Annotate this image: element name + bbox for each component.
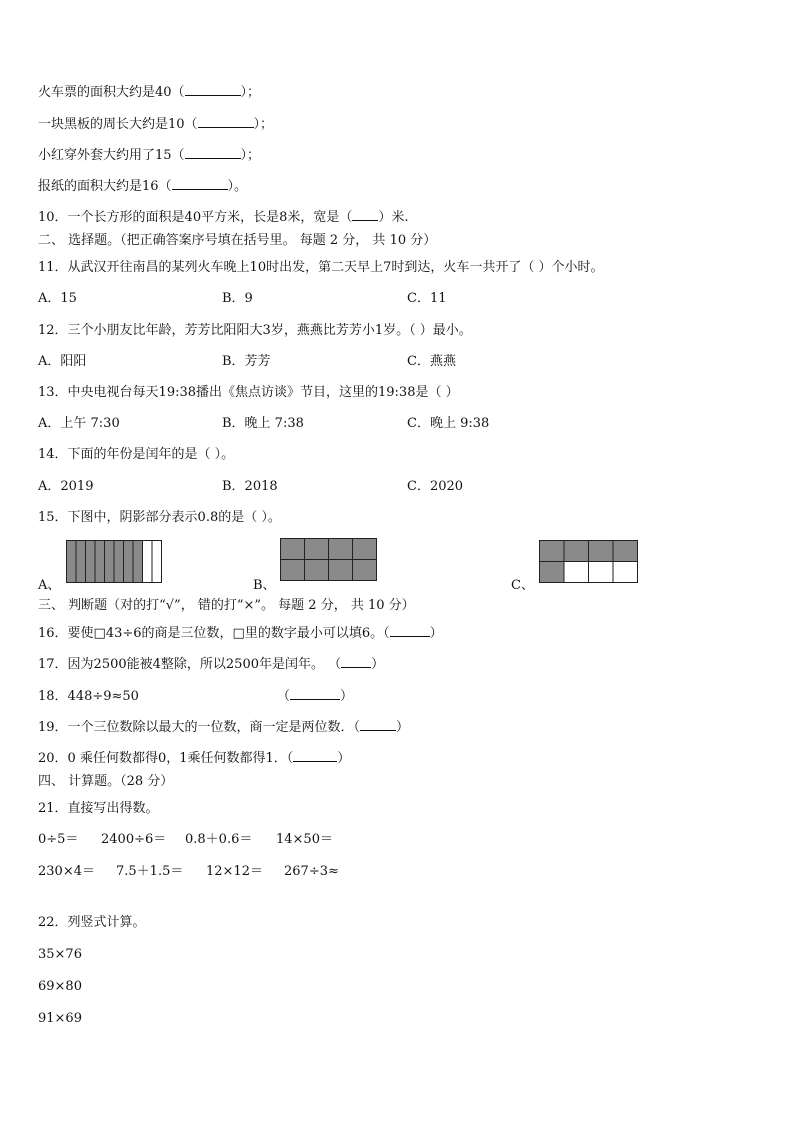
question-text: ） bbox=[339, 689, 353, 704]
calc-item: 14×50＝ bbox=[276, 832, 333, 847]
calc-item: 0.8＋0.6＝ bbox=[185, 832, 253, 847]
question-text: ） bbox=[429, 626, 443, 641]
shaded-cell bbox=[589, 541, 614, 562]
question-10 bbox=[38, 207, 409, 227]
section-heading-choice: 二、 选择题。（把正确答案序号填在括号里。 每题 2 分， 共 10 分） bbox=[38, 233, 437, 248]
calc-item: 267÷3≈ bbox=[284, 864, 339, 879]
fill-item-text: ）； bbox=[240, 85, 261, 100]
shaded-cell bbox=[540, 541, 565, 562]
section-heading-judge: 三、 判断题（对的打“√”， 错的打“×”。 每题 2 分， 共 10 分） bbox=[38, 598, 415, 613]
option-c[interactable]: C、 bbox=[511, 578, 534, 593]
question-11-stem: 11．从武汉开往南昌的某列火车晚上10时出发，第二天早上7时到达，火车一共开了（ ）个小时。 bbox=[38, 260, 604, 275]
option-b[interactable]: B．晚上 7:38 bbox=[222, 416, 304, 431]
shaded-cell bbox=[281, 539, 305, 560]
empty-cell bbox=[152, 541, 162, 583]
question-text: 20．0 乘任何数都得0，1乘任何数都得1．（ bbox=[38, 751, 294, 766]
empty-cell bbox=[564, 562, 589, 583]
shaded-cell bbox=[353, 560, 377, 581]
section-heading-calc: 四、 计算题。（28 分） bbox=[38, 774, 174, 789]
question-text: 16．要使□43÷6的商是三位数，□里的数字最小可以填6。（ bbox=[38, 626, 390, 641]
option-a[interactable]: A．上午 7:30 bbox=[38, 416, 120, 431]
fill-item-text: 小红穿外套大约用了15（ bbox=[38, 148, 185, 163]
question-16 bbox=[38, 623, 443, 643]
answer-blank[interactable] bbox=[198, 114, 254, 128]
question-text: 10．一个长方形的面积是40平方米，长是8米，宽是（ bbox=[38, 210, 353, 225]
answer-blank[interactable] bbox=[185, 82, 241, 96]
fill-item-text: 火车票的面积大约是40（ bbox=[38, 85, 185, 100]
answer-blank[interactable] bbox=[293, 748, 337, 762]
question-13-stem: 13．中央电视台每天19:38播出《焦点访谈》节目，这里的19:38是（ ） bbox=[38, 385, 459, 400]
question-22-title: 22．列竖式计算。 bbox=[38, 915, 146, 930]
option-c[interactable]: C．晚上 9:38 bbox=[407, 416, 490, 431]
shaded-cell bbox=[281, 560, 305, 581]
fill-item-text: ）； bbox=[253, 117, 274, 132]
shaded-cell bbox=[329, 560, 353, 581]
question-text: ） bbox=[371, 657, 385, 672]
option-a[interactable]: A．15 bbox=[38, 291, 77, 306]
fill-item bbox=[38, 176, 247, 196]
shaded-cell bbox=[95, 541, 105, 583]
option-b[interactable]: B．9 bbox=[222, 291, 253, 306]
shaded-cell bbox=[76, 541, 86, 583]
question-text: ） bbox=[396, 720, 410, 735]
question-19 bbox=[38, 717, 409, 737]
fill-item bbox=[38, 145, 260, 165]
empty-cell bbox=[589, 562, 614, 583]
shaded-cell bbox=[86, 541, 96, 583]
question-17 bbox=[38, 654, 384, 674]
answer-blank[interactable] bbox=[290, 686, 340, 700]
fill-item-text: 报纸的面积大约是16（ bbox=[38, 179, 172, 194]
option-c[interactable]: C．2020 bbox=[407, 479, 464, 494]
shaded-cell bbox=[540, 562, 565, 583]
fill-item-text: 一块黑板的周长大约是10（ bbox=[38, 117, 198, 132]
option-c[interactable]: C．11 bbox=[407, 291, 447, 306]
calc-item: 0÷5＝ bbox=[38, 832, 79, 847]
option-a[interactable]: A．2019 bbox=[38, 479, 94, 494]
calc-item: 230×4＝ bbox=[38, 864, 95, 879]
empty-cell bbox=[143, 541, 153, 583]
figure-b-grid bbox=[280, 538, 378, 582]
answer-blank[interactable] bbox=[185, 145, 241, 159]
question-text: 19．一个三位数除以最大的一位数，商一定是两位数．（ bbox=[38, 720, 361, 735]
shaded-cell bbox=[305, 560, 329, 581]
shaded-cell bbox=[67, 541, 77, 583]
option-a[interactable]: A．阳阳 bbox=[38, 354, 87, 369]
figure-c-grid bbox=[539, 540, 639, 584]
shaded-cell bbox=[133, 541, 143, 583]
shaded-cell bbox=[305, 539, 329, 560]
vertical-calc-item: 91×69 bbox=[38, 1011, 82, 1026]
question-14-stem: 14．下面的年份是闰年的是（ ）。 bbox=[38, 447, 235, 462]
answer-blank[interactable] bbox=[360, 717, 396, 731]
option-b[interactable]: B、 bbox=[253, 578, 276, 593]
fill-item bbox=[38, 114, 273, 134]
question-12-stem: 12．三个小朋友比年龄，芳芳比阳阳大3岁，燕燕比芳芳小1岁。（ ）最小。 bbox=[38, 323, 472, 338]
shaded-cell bbox=[564, 541, 589, 562]
vertical-calc-item: 35×76 bbox=[38, 947, 82, 962]
calc-item: 7.5＋1.5＝ bbox=[116, 864, 184, 879]
question-text: ） bbox=[337, 751, 351, 766]
figure-a-strip bbox=[66, 540, 164, 584]
shaded-cell bbox=[124, 541, 134, 583]
fill-item bbox=[38, 82, 260, 102]
question-20 bbox=[38, 748, 350, 768]
fill-item-text: ）。 bbox=[227, 179, 248, 194]
calc-item: 12×12＝ bbox=[206, 864, 263, 879]
option-a[interactable]: A、 bbox=[38, 578, 61, 593]
shaded-cell bbox=[105, 541, 115, 583]
answer-blank[interactable] bbox=[390, 623, 430, 637]
vertical-calc-item: 69×80 bbox=[38, 979, 82, 994]
question-21-title: 21．直接写出得数。 bbox=[38, 801, 159, 816]
question-18: 18．448÷9≈50 （ ） bbox=[38, 686, 353, 706]
question-text: 17．因为2500能被4整除，所以2500年是闰年。 （ bbox=[38, 657, 342, 672]
answer-blank[interactable] bbox=[341, 654, 371, 668]
empty-cell bbox=[613, 562, 638, 583]
fill-item-text: ）； bbox=[240, 148, 261, 163]
question-text: 18．448÷9≈50 bbox=[38, 689, 139, 704]
answer-blank[interactable] bbox=[172, 176, 228, 190]
option-b[interactable]: B．2018 bbox=[222, 479, 278, 494]
question-text: ）米. bbox=[378, 210, 409, 225]
option-b[interactable]: B．芳芳 bbox=[222, 354, 271, 369]
calc-item: 2400÷6＝ bbox=[101, 832, 167, 847]
question-15-stem: 15．下图中，阴影部分表示0.8的是（ ）。 bbox=[38, 510, 281, 525]
answer-blank[interactable] bbox=[352, 207, 378, 221]
shaded-cell bbox=[613, 541, 638, 562]
shaded-cell bbox=[114, 541, 124, 583]
shaded-cell bbox=[329, 539, 353, 560]
shaded-cell bbox=[353, 539, 377, 560]
option-c[interactable]: C．燕燕 bbox=[407, 354, 456, 369]
